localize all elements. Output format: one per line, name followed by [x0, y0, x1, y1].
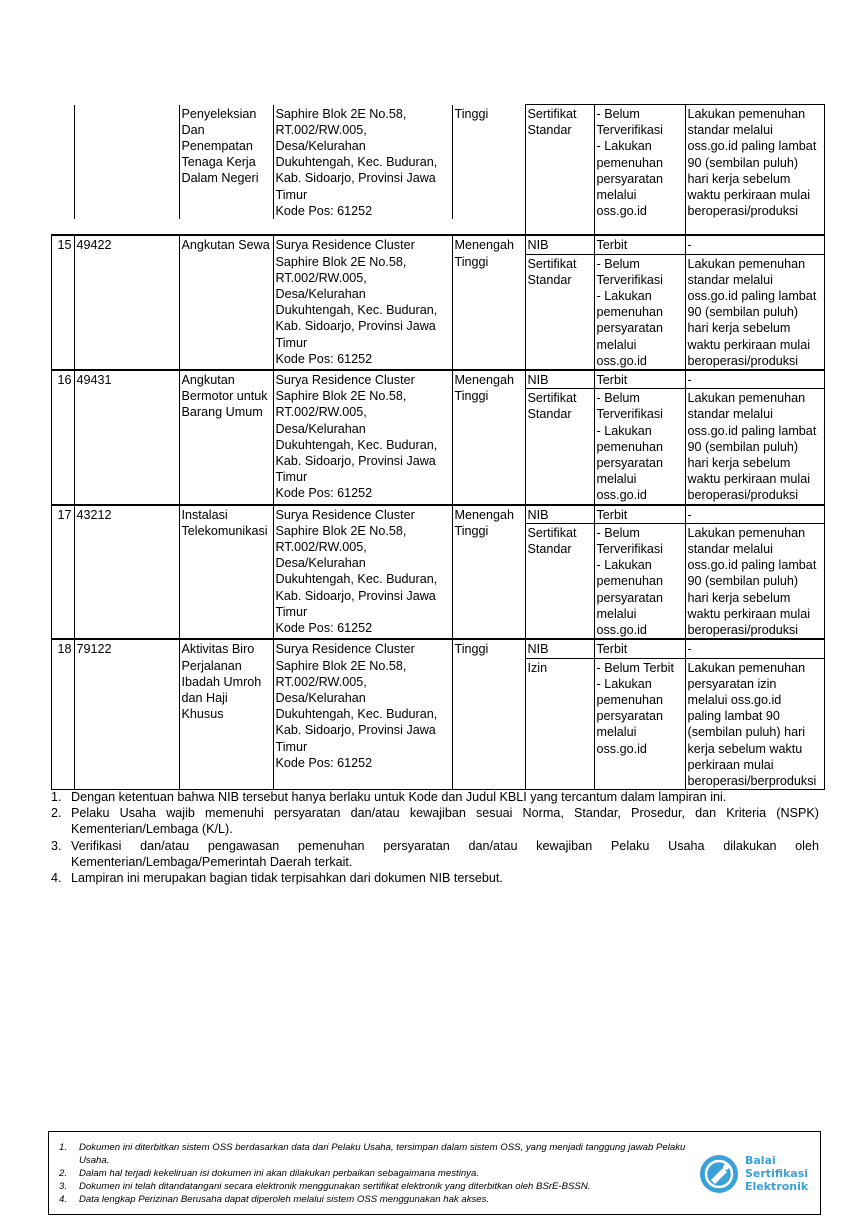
cell-line: persyaratan	[596, 709, 664, 724]
kbli-title	[179, 235, 273, 370]
cell-line: Standar	[527, 272, 572, 287]
cell-line: NIB	[527, 642, 549, 657]
table-row	[52, 235, 825, 254]
license-status	[594, 105, 685, 220]
table-row	[52, 505, 825, 524]
cell-line: Saphire Blok 2E No.58,	[275, 658, 407, 673]
logo-line: Balai	[745, 1154, 776, 1167]
cell-line: Kab. Sidoarjo, Provinsi Jawa	[275, 171, 436, 186]
cell-line: - Lakukan	[596, 423, 652, 438]
license-type	[525, 254, 594, 370]
cell-line: Lakukan pemenuhan	[687, 107, 806, 121]
license-note	[685, 370, 824, 389]
license-type	[525, 523, 594, 639]
cell-line: Dalam Negeri	[181, 171, 259, 186]
cell-line: Kode Pos: 61252	[275, 755, 373, 770]
cell-line: Terbit	[596, 373, 628, 388]
cell-line: pemenuhan	[596, 439, 664, 454]
cell-line: Desa/Kelurahan	[275, 138, 366, 153]
note-item	[51, 838, 819, 870]
cell-line: melalui	[596, 188, 637, 203]
cell-line: Sertifikat	[527, 391, 577, 406]
cell-line: oss.go.id paling lambat	[687, 558, 817, 573]
cell-line: Khusus	[181, 707, 224, 722]
cell-line: Angkutan Sewa	[181, 238, 270, 253]
cell-line: perkiraan mulai	[687, 757, 774, 772]
cell-line: Terverifikasi	[596, 542, 663, 557]
cell-line: 90 (sembilan puluh)	[687, 155, 799, 170]
cell-line: Dan	[181, 122, 205, 137]
logo-line: Elektronik	[745, 1180, 809, 1193]
cell-line: Timur	[275, 739, 308, 754]
cell-line: Kab. Sidoarjo, Provinsi Jawa	[275, 723, 436, 738]
license-status	[594, 505, 685, 524]
cell-line: Barang Umum	[181, 405, 263, 420]
cell-line: persyaratan	[596, 321, 664, 336]
note-item	[51, 789, 819, 805]
footer-note	[59, 1141, 699, 1167]
note-number: 3.	[51, 838, 62, 853]
cell-line: Saphire Blok 2E No.58,	[275, 389, 407, 404]
footer-notes	[59, 1141, 699, 1206]
cell-line: Tinggi	[454, 389, 489, 404]
cell-line: pemenuhan	[596, 692, 664, 707]
cell-line: RT.002/RW.005,	[275, 540, 367, 555]
table-row	[52, 105, 825, 220]
cell-line: Timur	[275, 604, 308, 619]
cell-line: -	[687, 238, 692, 253]
cell-line: NIB	[527, 238, 549, 253]
cell-line: Timur	[275, 470, 308, 485]
cell-line: paling lambat 90	[687, 709, 780, 724]
license-status	[594, 235, 685, 254]
cell-line: NIB	[527, 507, 549, 522]
cell-line: persyaratan	[596, 171, 664, 186]
cell-line: RT.002/RW.005,	[275, 270, 367, 285]
cell-line: Standar	[527, 407, 572, 422]
cell-line: RT.002/RW.005,	[275, 674, 367, 689]
license-type	[525, 105, 594, 220]
cell-line: persyaratan	[596, 456, 664, 471]
cell-line: Lakukan pemenuhan	[687, 660, 806, 675]
cell-line: Terbit	[596, 507, 628, 522]
license-note	[685, 639, 824, 658]
row-number: 16	[52, 370, 75, 505]
footer-note-number: 4.	[59, 1194, 68, 1205]
footer-note-text: Dalam hal terjadi kekeliruan isi dokumen ini akan dilakukan perbaikan sebagaimana mestinya.	[79, 1168, 479, 1179]
cell-line: melalui	[596, 337, 637, 352]
risk-level	[452, 505, 525, 640]
cell-line: - Lakukan	[596, 676, 652, 691]
cell-line: pemenuhan	[596, 305, 664, 320]
cell-line: Telekomunikasi	[181, 523, 268, 538]
cell-line: Surya Residence Cluster	[275, 238, 415, 253]
kbli-title	[179, 370, 273, 505]
cell-line: Angkutan	[181, 373, 235, 388]
note-number: 2.	[51, 806, 62, 821]
cell-line: hari kerja sebelum	[687, 321, 791, 336]
cell-line: beroperasi/produksi	[687, 488, 799, 503]
business-address	[273, 105, 452, 220]
risk-level	[452, 639, 525, 789]
license-note	[685, 105, 824, 220]
kbli-code: 49422	[74, 235, 179, 370]
cell-line: Standar	[527, 542, 572, 557]
cell-line: 90 (sembilan puluh)	[687, 305, 799, 320]
cell-line: Tinggi	[454, 523, 489, 538]
cell-line: Sertifikat	[527, 107, 577, 121]
note-text: Pelaku Usaha wajib memenuhi persyaratan dan/atau kewajiban sesuai Norma, Standar, Prosedur, dan Kriteria (NSPK) Kementerian/Lembaga (K/L).	[71, 806, 819, 837]
cell-line: Desa/Kelurahan	[275, 556, 366, 571]
kbli-code: 43212	[74, 505, 179, 640]
kbli-title	[179, 505, 273, 640]
cell-line: - Belum	[596, 525, 640, 540]
cell-line: kerja sebelum waktu	[687, 741, 803, 756]
cell-line: Menengah	[454, 507, 515, 522]
cell-line: oss.go.id paling lambat	[687, 423, 817, 438]
license-status	[594, 523, 685, 639]
kbli-table	[51, 104, 825, 790]
row-number: 17	[52, 505, 75, 640]
cell-line: Sertifikat	[527, 525, 577, 540]
row-number: 18	[52, 639, 75, 789]
cell-line: hari kerja sebelum	[687, 456, 791, 471]
cell-line: - Belum Terbit	[596, 660, 674, 675]
license-status	[594, 389, 685, 505]
footer-note	[59, 1167, 699, 1180]
logo-line: Sertifikasi	[745, 1167, 809, 1180]
cell-line: - Lakukan	[596, 139, 652, 154]
cell-line: 90 (sembilan puluh)	[687, 574, 799, 589]
cell-line: Desa/Kelurahan	[275, 287, 366, 302]
cell-line: Timur	[275, 335, 308, 350]
cell-line: RT.002/RW.005,	[275, 405, 367, 420]
cell-line: waktu perkiraan mulai	[687, 472, 810, 487]
cell-line: Terbit	[596, 238, 628, 253]
cell-line: beroperasi/berproduksi	[687, 773, 817, 788]
risk-level	[452, 370, 525, 505]
cell-line: Saphire Blok 2E No.58,	[275, 523, 407, 538]
cell-line: - Lakukan	[596, 289, 652, 304]
footer-note	[59, 1180, 699, 1193]
cell-line: - Lakukan	[596, 558, 652, 573]
cell-line: beroperasi/produksi	[687, 623, 799, 638]
cell-line: persyaratan	[596, 590, 664, 605]
cell-line: Surya Residence Cluster	[275, 373, 415, 388]
footer-note-number: 3.	[59, 1181, 68, 1192]
cell-line: Dukuhtengah, Kec. Buduran,	[275, 303, 438, 318]
cell-line: Lakukan pemenuhan	[687, 525, 806, 540]
cell-line: melalui	[596, 472, 637, 487]
kbli-title	[179, 105, 273, 220]
cell-line: Kode Pos: 61252	[275, 486, 373, 501]
kbli-code: 49431	[74, 370, 179, 505]
cell-line: Terverifikasi	[596, 407, 663, 422]
cell-line: oss.go.id	[596, 204, 647, 219]
cell-line: Tenaga Kerja	[181, 155, 256, 170]
footer-note-number: 2.	[59, 1168, 68, 1179]
cell-line: Desa/Kelurahan	[275, 421, 366, 436]
kbli-title	[179, 639, 273, 789]
cell-line: melalui	[596, 725, 637, 740]
cell-line: Kab. Sidoarjo, Provinsi Jawa	[275, 319, 436, 334]
cell-line: Lakukan pemenuhan	[687, 391, 806, 406]
license-note	[685, 658, 824, 790]
row-number: 15	[52, 235, 75, 370]
business-address	[273, 639, 452, 789]
note-item	[51, 805, 819, 837]
footer-note-text: Data lengkap Perizinan Berusaha dapat diperoleh melalui sistem OSS menggunakan hak akses.	[79, 1194, 490, 1205]
note-text: Verifikasi dan/atau pengawasan pemenuhan persyaratan dan/atau kewajiban Pelaku Usaha dilakukan oleh Kementerian/Lembaga/Pemerintah Daerah terkait.	[71, 838, 819, 869]
cell-line: standar melalui	[687, 542, 773, 557]
risk-level: Tinggi	[452, 105, 525, 220]
cell-line: oss.go.id paling lambat	[687, 139, 817, 154]
cell-line: Dukuhtengah, Kec. Buduran,	[275, 155, 438, 170]
cell-line: standar melalui	[687, 407, 773, 422]
license-type	[525, 639, 594, 658]
cell-line: pemenuhan	[596, 155, 664, 170]
cell-line: Menengah	[454, 373, 515, 388]
bsre-logo-text	[745, 1154, 808, 1193]
notes-list	[51, 789, 819, 886]
cell-line: oss.go.id	[596, 623, 647, 638]
cell-line: -	[687, 507, 692, 522]
license-note	[685, 523, 824, 639]
cell-line: melalui	[596, 606, 637, 621]
cell-line: melalui oss.go.id	[687, 692, 782, 707]
cell-line: Kode Pos: 61252	[275, 203, 373, 218]
note-text: Lampiran ini merupakan bagian tidak terpisahkan dari dokumen NIB tersebut.	[71, 871, 503, 886]
license-type	[525, 389, 594, 505]
cell-line: Penyeleksian	[181, 106, 257, 121]
license-type	[525, 505, 594, 524]
cell-line: Izin	[527, 660, 548, 675]
cell-line: oss.go.id paling lambat	[687, 289, 817, 304]
cell-line: Tinggi	[454, 254, 489, 269]
cell-line: Aktivitas Biro	[181, 642, 255, 657]
note-text: Dengan ketentuan bahwa NIB tersebut hanya berlaku untuk Kode dan Judul KBLI yang tercantum dalam lampiran ini.	[71, 790, 727, 804]
cell-line: - Belum	[596, 256, 640, 271]
cell-line: Terverifikasi	[596, 123, 663, 138]
bsre-logo	[697, 1150, 807, 1200]
cell-line: Terbit	[596, 642, 628, 657]
license-note	[685, 505, 824, 524]
cell-line: pemenuhan	[596, 574, 664, 589]
cell-line: beroperasi/produksi	[687, 204, 799, 219]
cell-line: (sembilan puluh) hari	[687, 725, 806, 740]
license-type	[525, 235, 594, 254]
table-row	[52, 639, 825, 658]
cell-line: beroperasi/produksi	[687, 353, 799, 368]
cell-line: hari kerja sebelum	[687, 590, 791, 605]
cell-line: Desa/Kelurahan	[275, 690, 366, 705]
bsre-logo-icon	[697, 1150, 743, 1196]
cell-line: RT.002/RW.005,	[275, 122, 367, 137]
license-type	[525, 658, 594, 790]
note-item	[51, 870, 819, 886]
cell-line: standar melalui	[687, 272, 773, 287]
cell-line: Perjalanan	[181, 658, 242, 673]
table-row	[52, 370, 825, 389]
cell-line: - Belum	[596, 107, 640, 121]
cell-line: Standar	[527, 123, 572, 138]
kbli-code	[74, 105, 179, 220]
license-type	[525, 370, 594, 389]
cell-line: standar melalui	[687, 123, 773, 138]
cell-line: Kab. Sidoarjo, Provinsi Jawa	[275, 454, 436, 469]
license-status	[594, 370, 685, 389]
note-number: 1.	[51, 790, 62, 804]
cell-line: oss.go.id	[596, 488, 647, 503]
license-note	[685, 235, 824, 254]
cell-line: Sertifikat	[527, 256, 577, 271]
cell-line: Dukuhtengah, Kec. Buduran,	[275, 572, 438, 587]
cell-line: Dukuhtengah, Kec. Buduran,	[275, 707, 438, 722]
cell-line: NIB	[527, 373, 549, 388]
cell-line: Dukuhtengah, Kec. Buduran,	[275, 437, 438, 452]
license-status	[594, 254, 685, 370]
cell-line: Tinggi	[454, 642, 489, 657]
row-gap	[52, 219, 825, 235]
cell-line: -	[687, 373, 692, 388]
business-address	[273, 370, 452, 505]
cell-line: Timur	[275, 187, 308, 202]
cell-line: persyaratan izin	[687, 676, 777, 691]
business-address	[273, 235, 452, 370]
cell-line: oss.go.id	[596, 353, 647, 368]
cell-line: Instalasi	[181, 507, 228, 522]
cell-line: Surya Residence Cluster	[275, 642, 415, 657]
cell-line: oss.go.id	[596, 741, 647, 756]
footer-note-text: Dokumen ini diterbitkan sistem OSS berdasarkan data dari Pelaku Usaha, tersimpan dalam sistem OSS, yang menjadi tanggung jawab Pelaku Usaha.	[79, 1142, 686, 1166]
cell-line: Ibadah Umroh	[181, 674, 262, 689]
business-address	[273, 505, 452, 640]
license-status	[594, 658, 685, 790]
risk-level	[452, 235, 525, 370]
note-number: 4.	[51, 871, 62, 886]
cell-line: Surya Residence Cluster	[275, 507, 415, 522]
cell-line: Saphire Blok 2E No.58,	[275, 106, 407, 121]
cell-line: - Belum	[596, 391, 640, 406]
cell-line: 90 (sembilan puluh)	[687, 439, 799, 454]
cell-line: Terverifikasi	[596, 272, 663, 287]
cell-line: waktu perkiraan mulai	[687, 337, 810, 352]
cell-line: Bermotor untuk	[181, 389, 268, 404]
footer-note-text: Dokumen ini telah ditandatangani secara elektronik menggunakan sertifikat elektronik yang diterbitkan oleh BSrE-BSSN.	[79, 1181, 591, 1192]
footer-box	[48, 1131, 821, 1215]
cell-line: -	[687, 642, 692, 657]
license-note	[685, 254, 824, 370]
footer-note-number: 1.	[59, 1142, 68, 1153]
cell-line: Menengah	[454, 238, 515, 253]
license-status	[594, 639, 685, 658]
cell-line: waktu perkiraan mulai	[687, 188, 810, 203]
cell-line: Kode Pos: 61252	[275, 621, 373, 636]
cell-line: Lakukan pemenuhan	[687, 256, 806, 271]
footer-note	[59, 1193, 699, 1206]
cell-line: Saphire Blok 2E No.58,	[275, 254, 407, 269]
cell-line: dan Haji	[181, 690, 228, 705]
cell-line: waktu perkiraan mulai	[687, 606, 810, 621]
cell-line: Kab. Sidoarjo, Provinsi Jawa	[275, 588, 436, 603]
license-note	[685, 389, 824, 505]
cell-line: Penempatan	[181, 138, 253, 153]
kbli-code: 79122	[74, 639, 179, 789]
cell-line: hari kerja sebelum	[687, 171, 791, 186]
row-number	[52, 105, 75, 220]
cell-line: Kode Pos: 61252	[275, 351, 373, 366]
